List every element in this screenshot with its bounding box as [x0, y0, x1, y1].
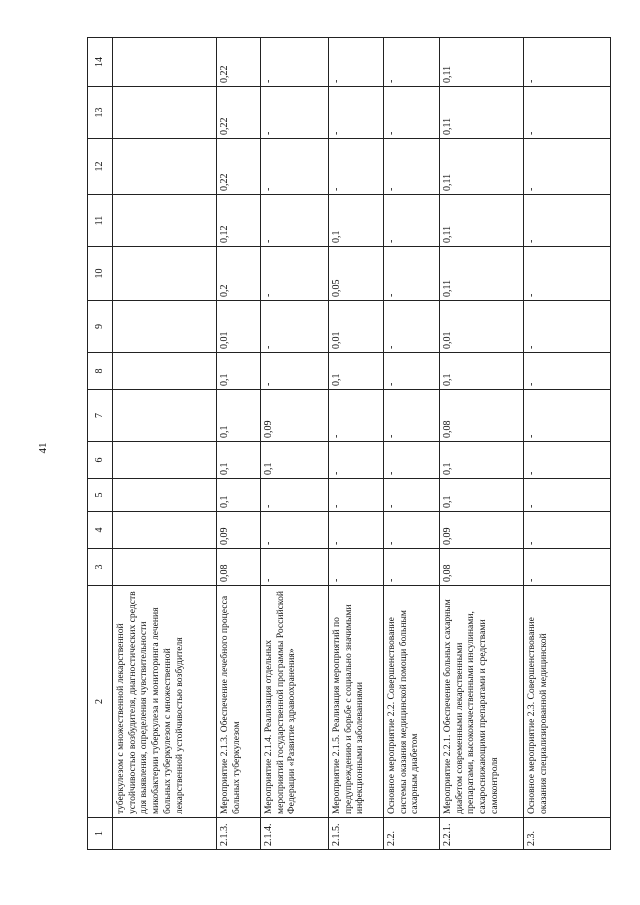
value-cell: 0,22	[217, 87, 261, 139]
value-cell: -	[524, 247, 611, 301]
table-row	[384, 38, 440, 850]
value-cell: 0,01	[217, 301, 261, 353]
column-header: 1	[88, 818, 113, 850]
row-description: Мероприятие 2.1.5. Реализация мероприятий по предупреждению и борьбе с социально значимыми инфекционными заболеваниями	[329, 586, 384, 818]
table-row	[261, 38, 329, 850]
value-cell: -	[261, 549, 329, 586]
row-description: Мероприятие 2.1.3. Обеспечение лечебного процесса больных туберкулезом	[217, 586, 261, 818]
row-code: 2.3.	[524, 818, 611, 850]
value-cell: 0,1	[329, 353, 384, 390]
value-cell	[113, 301, 217, 353]
value-cell	[113, 247, 217, 301]
value-cell: -	[524, 512, 611, 549]
value-cell: -	[384, 353, 440, 390]
value-cell: -	[384, 87, 440, 139]
value-cell: -	[524, 442, 611, 479]
value-cell: -	[524, 479, 611, 512]
table-row	[524, 38, 611, 850]
value-cell	[113, 479, 217, 512]
value-cell: -	[524, 139, 611, 195]
column-header: 4	[88, 512, 113, 549]
table-row	[113, 38, 217, 850]
value-cell: -	[261, 87, 329, 139]
row-description: Основное мероприятие 2.2. Совершенствование системы оказания медицинской помощи больным сахарным диабетом	[384, 586, 440, 818]
column-header: 6	[88, 442, 113, 479]
value-cell: 0,11	[440, 195, 524, 247]
row-code: 2.1.5.	[329, 818, 384, 850]
value-cell: -	[329, 390, 384, 442]
value-cell: -	[261, 512, 329, 549]
value-cell: -	[329, 479, 384, 512]
row-description: Мероприятие 2.1.4. Реализация отдельных мероприятий государственной программы Российской Федерации «Развитие здравоохранения»	[261, 586, 329, 818]
column-header: 12	[88, 139, 113, 195]
value-cell: 0,08	[440, 549, 524, 586]
column-header: 14	[88, 38, 113, 87]
value-cell: 0,11	[440, 139, 524, 195]
value-cell: 0,1	[440, 442, 524, 479]
value-cell: -	[261, 139, 329, 195]
value-cell: 0,09	[261, 390, 329, 442]
row-code: 2.2.1.	[440, 818, 524, 850]
column-header: 2	[88, 586, 113, 818]
value-cell: -	[329, 549, 384, 586]
table-row	[329, 38, 384, 850]
header-row	[88, 38, 113, 850]
value-cell: -	[384, 301, 440, 353]
value-cell	[113, 442, 217, 479]
value-cell: -	[329, 512, 384, 549]
row-description: туберкулезом с множественной лекарственной устойчивостью возбудителя, диагностических средств для выявления, определения чувствительности микобактерии туберкулеза и мониторинга лечения больных туберкулезом с множественной лекарственной устойчивостью возбудителя	[113, 586, 217, 818]
value-cell	[113, 390, 217, 442]
value-cell: 0,1	[217, 390, 261, 442]
value-cell: -	[524, 38, 611, 87]
value-cell: 0,08	[217, 549, 261, 586]
value-cell: 0,1	[217, 353, 261, 390]
value-cell: -	[384, 442, 440, 479]
value-cell: 0,09	[217, 512, 261, 549]
value-cell: 0,12	[217, 195, 261, 247]
value-cell	[113, 195, 217, 247]
column-header: 9	[88, 301, 113, 353]
row-code: 2.1.4.	[261, 818, 329, 850]
column-header: 11	[88, 195, 113, 247]
value-cell: -	[329, 38, 384, 87]
value-cell: 0,22	[217, 38, 261, 87]
column-header: 7	[88, 390, 113, 442]
value-cell	[113, 512, 217, 549]
row-description: Основное мероприятие 2.3. Совершенствование оказания специализированной медицинской	[524, 586, 611, 818]
value-cell: -	[261, 38, 329, 87]
value-cell: -	[384, 139, 440, 195]
value-cell	[113, 38, 217, 87]
column-header: 13	[88, 87, 113, 139]
page-number: 41	[37, 442, 49, 454]
value-cell: -	[261, 353, 329, 390]
value-cell: -	[524, 549, 611, 586]
value-cell: -	[384, 549, 440, 586]
value-cell: 0,1	[217, 479, 261, 512]
column-header: 10	[88, 247, 113, 301]
value-cell: -	[384, 247, 440, 301]
value-cell: 0,2	[217, 247, 261, 301]
value-cell: -	[384, 38, 440, 87]
value-cell: 0,1	[261, 442, 329, 479]
value-cell: 0,09	[440, 512, 524, 549]
value-cell: 0,1	[217, 442, 261, 479]
value-cell: -	[329, 87, 384, 139]
value-cell	[113, 139, 217, 195]
value-cell	[113, 549, 217, 586]
value-cell: -	[524, 195, 611, 247]
value-cell	[113, 87, 217, 139]
value-cell: -	[524, 87, 611, 139]
table-row	[440, 38, 524, 850]
value-cell: 0,22	[217, 139, 261, 195]
row-code: 2.1.3.	[217, 818, 261, 850]
value-cell: -	[384, 512, 440, 549]
data-table	[87, 37, 611, 850]
value-cell: 0,11	[440, 247, 524, 301]
value-cell: -	[384, 479, 440, 512]
value-cell: -	[384, 195, 440, 247]
column-header: 3	[88, 549, 113, 586]
column-header: 8	[88, 353, 113, 390]
value-cell: 0,08	[440, 390, 524, 442]
row-code: 2.2.	[384, 818, 440, 850]
value-cell: 0,01	[440, 301, 524, 353]
value-cell: -	[384, 390, 440, 442]
row-description: Мероприятие 2.2.1. Обеспечение больных сахарным диабетом современными лекарственными препаратами, высококачественными инсулинами, сахароснижающими препаратами и средствами самоконтроля	[440, 586, 524, 818]
value-cell	[113, 353, 217, 390]
value-cell: -	[261, 195, 329, 247]
value-cell: 0,11	[440, 87, 524, 139]
value-cell: -	[261, 247, 329, 301]
column-header: 5	[88, 479, 113, 512]
value-cell: -	[524, 353, 611, 390]
value-cell: -	[524, 390, 611, 442]
value-cell: 0,1	[440, 479, 524, 512]
value-cell: -	[329, 139, 384, 195]
table-row	[217, 38, 261, 850]
value-cell: 0,1	[440, 353, 524, 390]
value-cell: 0,11	[440, 38, 524, 87]
value-cell: -	[261, 301, 329, 353]
value-cell: -	[524, 301, 611, 353]
rotated-table-container	[87, 38, 607, 850]
value-cell: 0,1	[329, 195, 384, 247]
value-cell: 0,01	[329, 301, 384, 353]
value-cell: -	[329, 442, 384, 479]
value-cell: 0,05	[329, 247, 384, 301]
value-cell: -	[261, 479, 329, 512]
row-code	[113, 818, 217, 850]
